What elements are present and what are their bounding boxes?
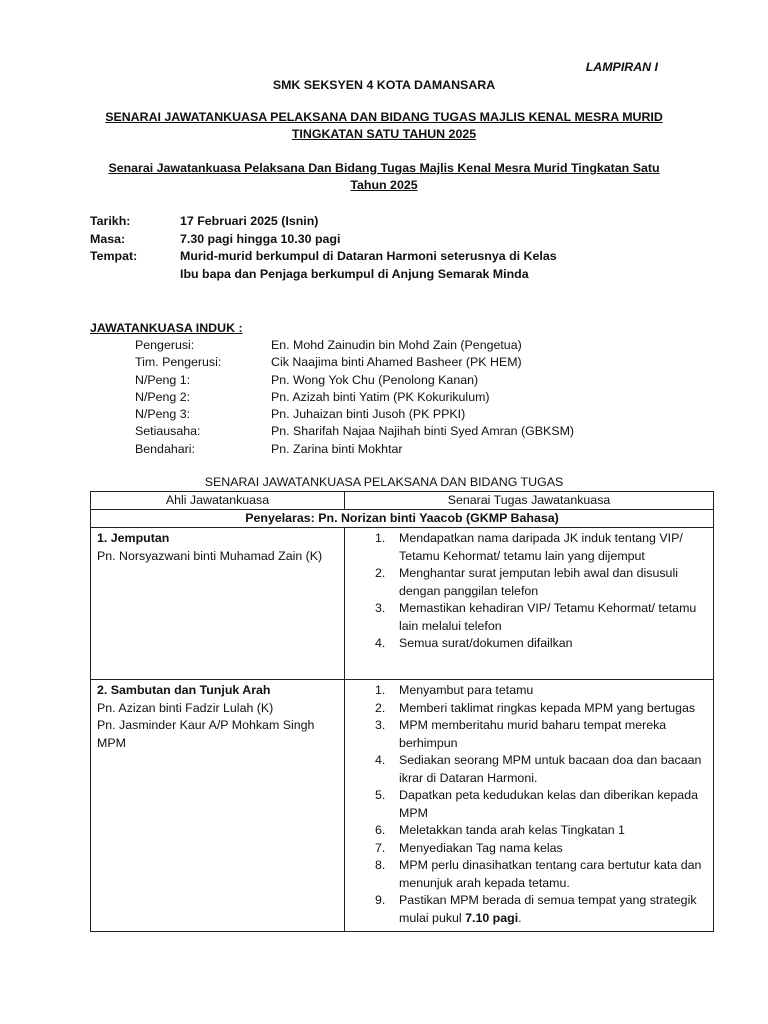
task-item xyxy=(351,700,707,718)
info-value: Murid-murid berkumpul di Dataran Harmoni seterusnya di Kelas xyxy=(180,249,557,263)
member-name: MPM xyxy=(97,735,126,750)
task-list xyxy=(351,682,707,927)
table-header-row xyxy=(91,492,714,510)
task-number: 7. xyxy=(375,840,386,855)
task-tail: . xyxy=(518,910,522,925)
task-item xyxy=(351,752,707,787)
task-text: Memberi taklimat ringkas kepada MPM yang bertugas xyxy=(399,700,696,715)
induk-role: Bendahari: xyxy=(135,441,195,456)
column-header-tasks: Senarai Tugas Jawatankuasa xyxy=(345,492,714,510)
task-text: Sediakan seorang MPM untuk bacaan doa dan bacaan ikrar di Dataran Harmoni. xyxy=(399,753,702,785)
task-text: Mendapatkan nama daripada JK induk tentang VIP/ Tetamu Kehormat/ tetamu lain yang dijemput xyxy=(399,531,683,563)
induk-role: N/Peng 2: xyxy=(135,389,191,404)
task-text: MPM memberitahu murid baharu tempat mereka berhimpun xyxy=(399,718,667,750)
task-number: 3. xyxy=(375,601,386,615)
tasks-cell xyxy=(345,680,714,932)
members-cell xyxy=(91,680,345,932)
induk-name: Pn. Zarina binti Mokhtar xyxy=(271,441,403,456)
induk-role: Pengerusi: xyxy=(135,338,195,352)
task-item xyxy=(351,787,707,822)
task-text: Meletakkan tanda arah kelas Tingkatan 1 xyxy=(399,823,625,837)
lampiran-label: LAMPIRAN I xyxy=(585,60,658,74)
task-text: Semua surat/dokumen difailkan xyxy=(399,636,573,650)
induk-name: En. Mohd Zainudin bin Mohd Zain (Pengetua) xyxy=(271,338,522,352)
task-number: 2. xyxy=(375,566,386,580)
task-item xyxy=(351,822,707,840)
task-text: Menyediakan Tag nama kelas xyxy=(399,840,563,855)
table-row xyxy=(91,528,714,680)
school-name: SMK SEKSYEN 4 KOTA DAMANSARA xyxy=(272,78,496,92)
induk-name: Pn. Juhaizan binti Jusoh (PK PPKI) xyxy=(271,407,466,422)
induk-name: Pn. Azizah binti Yatim (PK Kokurikulum) xyxy=(271,389,490,404)
members-cell xyxy=(91,528,345,680)
section-title: 1. Jemputan xyxy=(97,531,170,545)
task-text: Memastikan kehadiran VIP/ Tetamu Kehormat/ tetamu lain melalui telefon xyxy=(399,601,697,633)
task-number: 4. xyxy=(375,753,386,767)
task-number: 5. xyxy=(375,788,386,802)
task-number: 1. xyxy=(375,531,386,545)
coordinator-row xyxy=(91,510,714,528)
induk-name: Pn. Wong Yok Chu (Penolong Kanan) xyxy=(271,372,479,387)
document-title-upper: SENARAI JAWATANKUASA PELAKSANA DAN BIDANG TUGAS MAJLIS KENAL MESRA MURID TINGKATAN SATU TAHUN 2025 xyxy=(105,110,663,141)
task-number: 6. xyxy=(375,823,386,837)
task-number: 3. xyxy=(375,718,386,732)
column-header-members: Ahli Jawatankuasa xyxy=(91,492,345,510)
member-name: Pn. Jasminder Kaur A/P Mohkam Singh xyxy=(97,718,315,732)
task-time: 7.10 pagi xyxy=(465,910,519,925)
induk-name: Cik Naajima binti Ahamed Basheer (PK HEM) xyxy=(271,355,522,370)
table-row xyxy=(91,680,714,932)
coordinator-cell: Penyelaras: Pn. Norizan binti Yaacob (GKMP Bahasa) xyxy=(91,510,714,528)
task-text: Menghantar surat jemputan lebih awal dan disusuli dengan panggilan telefon xyxy=(399,566,678,598)
induk-role: Tim. Pengerusi: xyxy=(135,355,222,370)
task-item xyxy=(351,892,707,927)
induk-role: Setiausaha: xyxy=(135,424,201,439)
document-title-mixed: Senarai Jawatankuasa Pelaksana Dan Bidang Tugas Majlis Kenal Mesra Murid Tingkatan Satu Tahun 2025 xyxy=(108,161,660,192)
task-text: Menyambut para tetamu xyxy=(399,683,534,697)
info-key: Tarikh: xyxy=(90,214,131,228)
induk-title: JAWATANKUASA INDUK : xyxy=(90,321,243,335)
info-key: Masa: xyxy=(90,231,126,246)
task-item xyxy=(351,530,707,565)
member-name: Pn. Norsyazwani binti Muhamad Zain (K) xyxy=(97,548,323,563)
section-title: 2. Sambutan dan Tunjuk Arah xyxy=(97,683,271,697)
tasks-cell xyxy=(345,528,714,680)
induk-role: N/Peng 3: xyxy=(135,407,191,422)
task-item xyxy=(351,857,707,892)
task-item xyxy=(351,600,707,635)
info-value: 7.30 pagi hingga 10.30 pagi xyxy=(180,231,341,246)
task-list xyxy=(351,530,707,653)
task-text: Dapatkan peta kedudukan kelas dan diberikan kepada MPM xyxy=(399,788,698,820)
task-number: 8. xyxy=(375,858,386,872)
task-item xyxy=(351,840,707,858)
task-item xyxy=(351,717,707,752)
task-number: 1. xyxy=(375,683,386,697)
info-value: 17 Februari 2025 (Isnin) xyxy=(180,214,319,228)
task-item xyxy=(351,635,707,653)
member-name: Pn. Azizan binti Fadzir Lulah (K) xyxy=(97,700,274,715)
task-text: Pastikan MPM berada di semua tempat yang strategik mulai pukul xyxy=(399,893,697,925)
duties-table xyxy=(90,491,714,932)
task-item xyxy=(351,682,707,700)
task-number: 4. xyxy=(375,636,386,650)
info-key: Tempat: xyxy=(90,249,138,263)
table-title: SENARAI JAWATANKUASA PELAKSANA DAN BIDANG TUGAS xyxy=(204,475,564,489)
task-item xyxy=(351,565,707,600)
task-text: MPM perlu dinasihatkan tentang cara bertutur kata dan menunjuk arah kepada tetamu. xyxy=(399,858,702,890)
induk-name: Pn. Sharifah Najaa Najihah binti Syed Amran (GBKSM) xyxy=(271,424,575,439)
task-number: 9. xyxy=(375,893,386,907)
task-number: 2. xyxy=(375,700,386,715)
info-value: Ibu bapa dan Penjaga berkumpul di Anjung Semarak Minda xyxy=(180,266,529,281)
induk-role: N/Peng 1: xyxy=(135,372,191,387)
